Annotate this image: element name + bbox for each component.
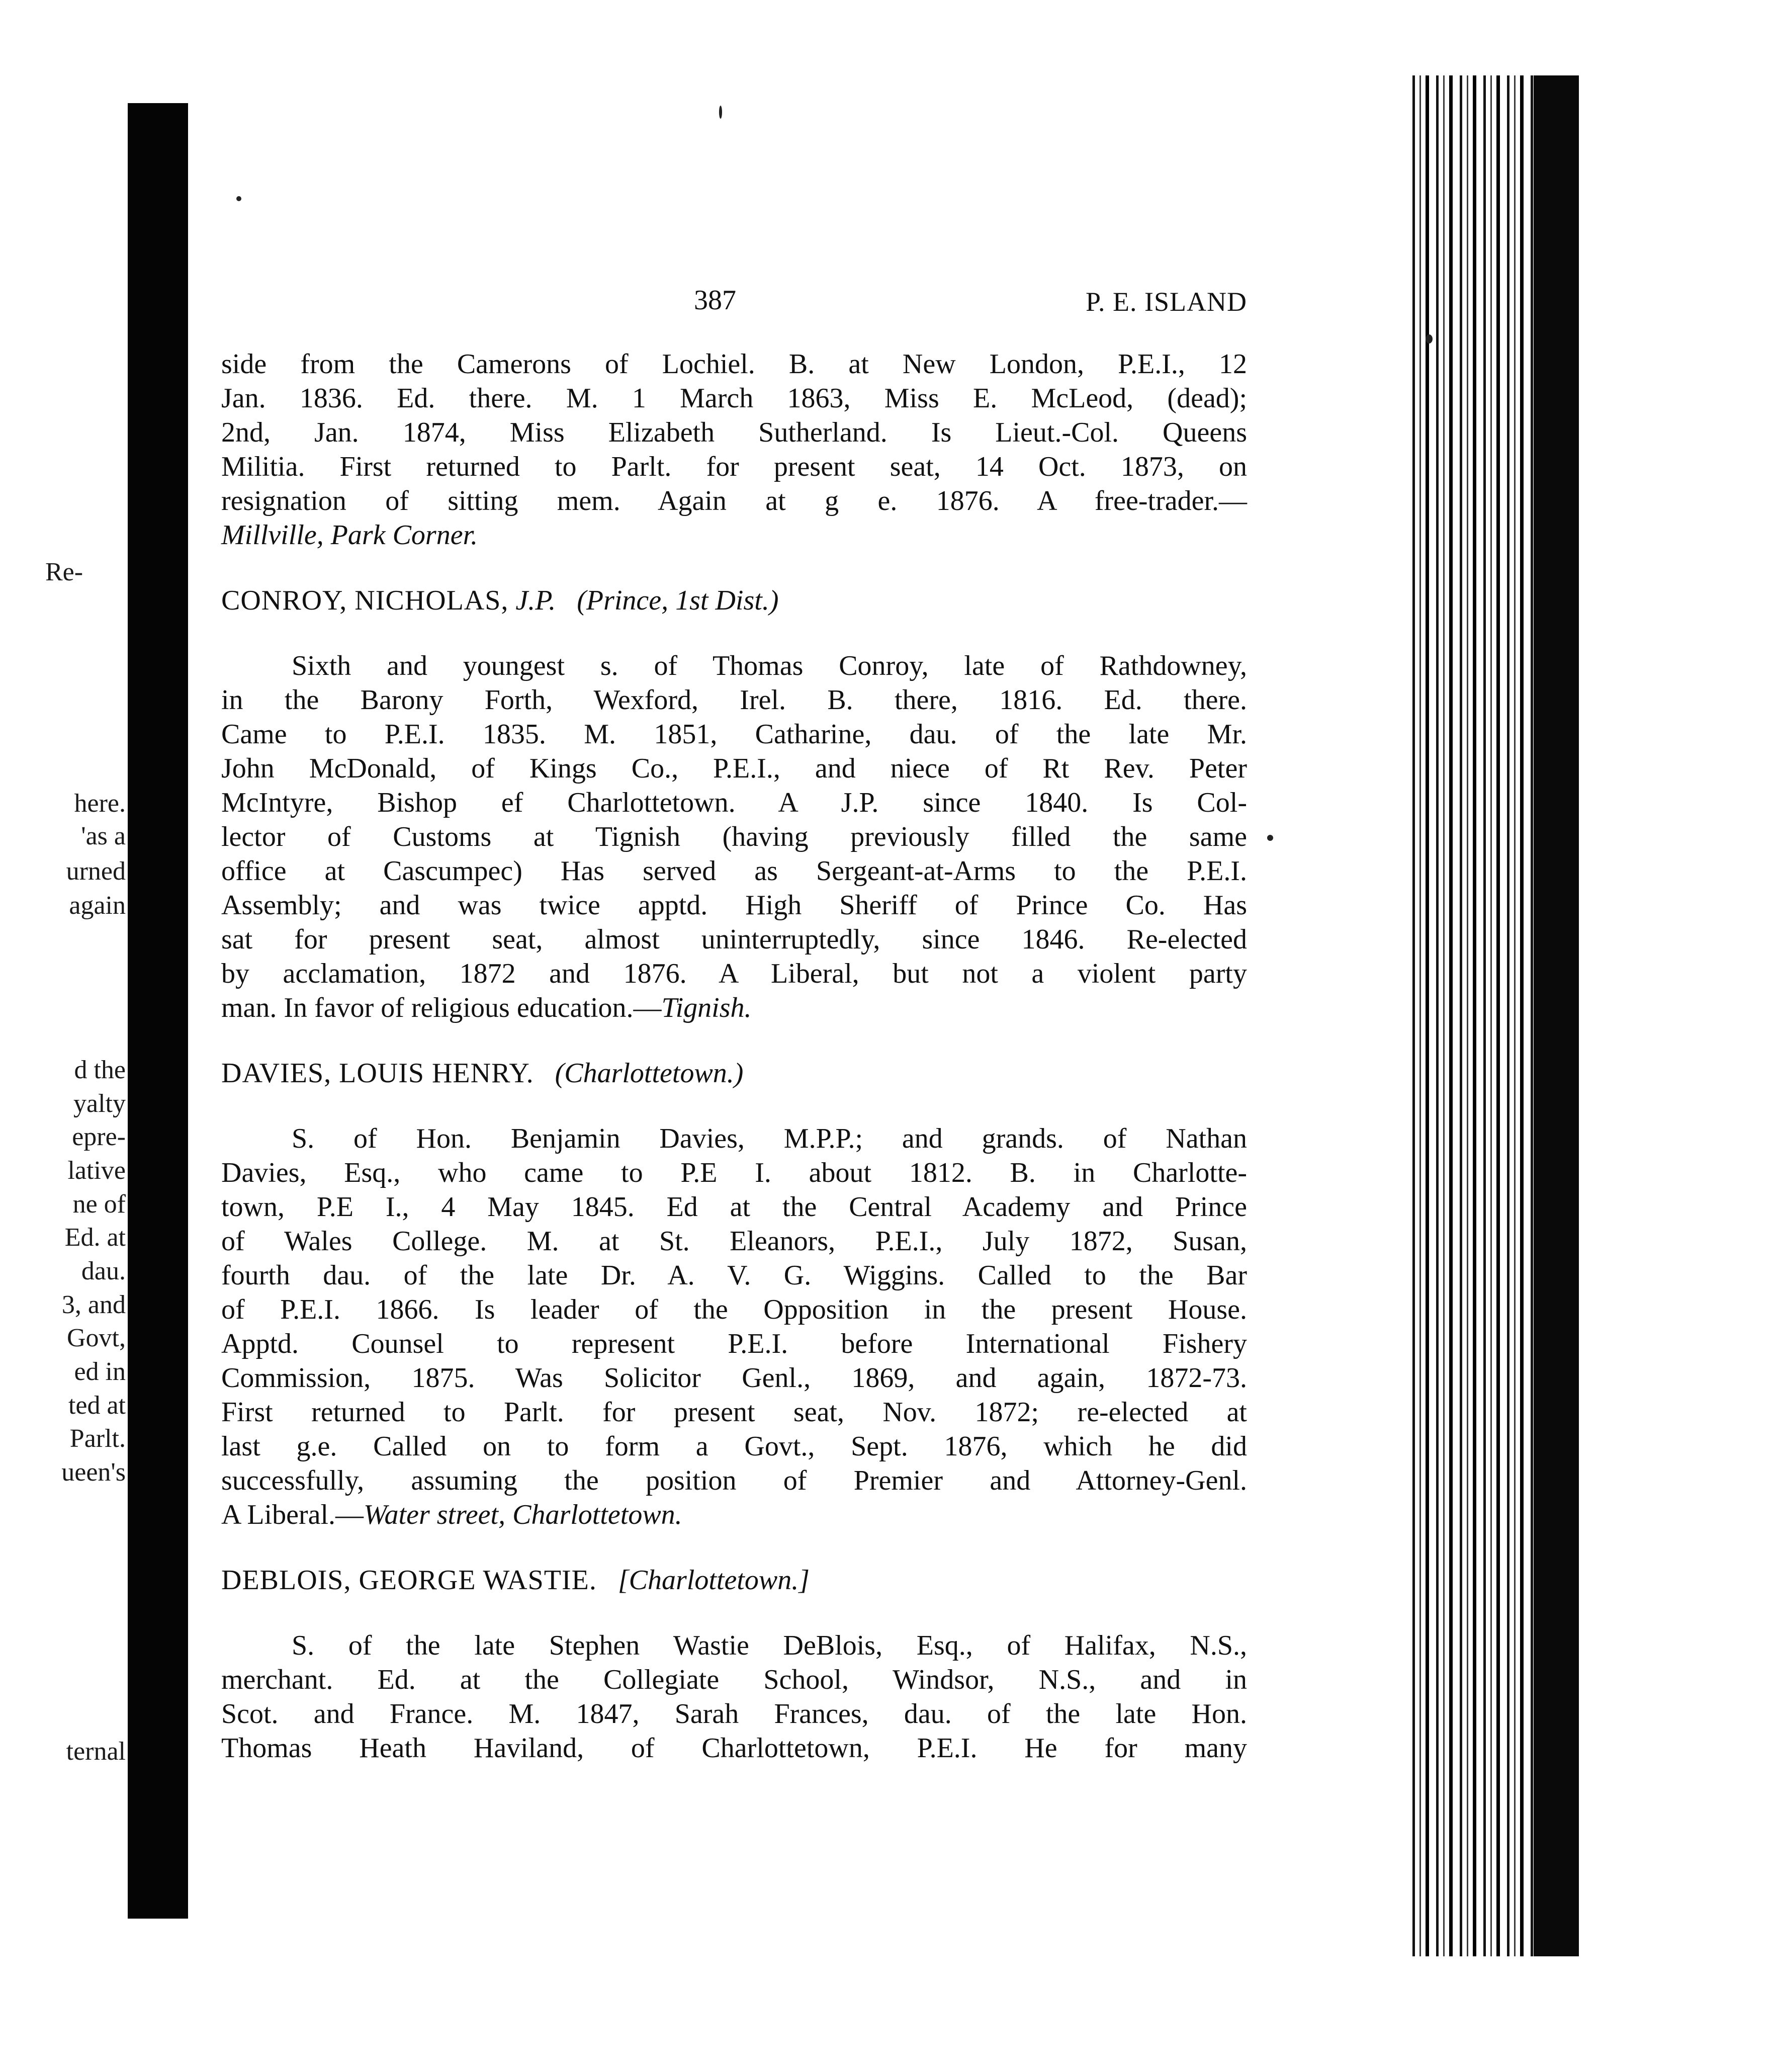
page-number: 387 (694, 285, 736, 316)
entry-davies (221, 1056, 1247, 1532)
entry-constituency: (Prince, 1st Dist.) (577, 585, 779, 616)
text-line: McIntyre, Bishop ef Charlottetown. A J.P. since 1840. Is Col- (221, 787, 1247, 818)
text-column (221, 347, 1247, 1765)
scan-speck (1267, 835, 1273, 841)
previous-page-fragment: d the (74, 1056, 126, 1084)
text-line: town, P.E I., 4 May 1845. Ed at the Central Academy and Prince (221, 1191, 1247, 1223)
entry-name: DEBLOIS, GEORGE WASTIE. (221, 1565, 597, 1596)
previous-page-fragment: epre- (72, 1123, 126, 1151)
entry-heading (221, 583, 1247, 618)
text-line: 2nd, Jan. 1874, Miss Elizabeth Sutherland. Is Lieut.-Col. Queens (221, 417, 1247, 448)
previous-page-fragment: ueen's (61, 1458, 126, 1487)
scan-speck (719, 106, 722, 119)
text-line (221, 991, 1247, 1025)
previous-page-fragment: dau. (81, 1257, 126, 1285)
previous-page-fragment: ternal (66, 1737, 126, 1766)
entry-title: J.P. (515, 585, 556, 616)
text-line: merchant. Ed. at the Collegiate School, Windsor, N.S., and in (221, 1664, 1247, 1695)
entry-deblois (221, 1563, 1247, 1765)
text-line: sat for present seat, almost uninterruptedly, since 1846. Re-elected (221, 924, 1247, 955)
scan-speck (1426, 334, 1433, 343)
text-line: S. of the late Stephen Wastie DeBlois, Esq., of Halifax, N.S., (292, 1630, 1247, 1661)
previous-page-fragment: 3, and (61, 1290, 126, 1319)
entry-last-line: A Liberal.— (221, 1499, 364, 1530)
previous-page-fragment: ne of (72, 1190, 126, 1219)
text-line: Came to P.E.I. 1835. M. 1851, Catharine, dau. of the late Mr. (221, 719, 1247, 750)
entry-conroy (221, 583, 1247, 1025)
text-line: last g.e. Called on to form a Govt., Sept. 1876, which he did (221, 1431, 1247, 1462)
previous-page-fragment: lative (67, 1156, 126, 1185)
text-line: of Wales College. M. at St. Eleanors, P.E.I., July 1872, Susan, (221, 1226, 1247, 1257)
entry-heading (221, 1563, 1247, 1597)
scan-speck (236, 196, 241, 201)
continued-entry (221, 347, 1247, 552)
previous-page-fragment: 'as a (81, 822, 126, 850)
previous-page-fragment: again (69, 891, 126, 920)
page-header (221, 284, 1247, 324)
text-line (221, 1498, 1247, 1532)
text-line: First returned to Parlt. for present seat, Nov. 1872; re-elected at (221, 1397, 1247, 1428)
entry-address: Millville, Park Corner. (221, 520, 478, 551)
page-edge-shadow (1534, 75, 1579, 1956)
text-line: of P.E.I. 1866. Is leader of the Opposition in the present House. (221, 1294, 1247, 1325)
text-line: side from the Camerons of Lochiel. B. at New London, P.E.I., 12 (221, 349, 1247, 380)
previous-page-fragment: here. (74, 789, 126, 818)
entry-last-line: man. In favor of religious education.— (221, 992, 662, 1023)
previous-page-fragment: Ed. at (64, 1223, 126, 1252)
entry-name: CONROY, NICHOLAS, (221, 585, 509, 616)
entry-constituency: [Charlottetown.] (617, 1565, 810, 1596)
previous-page-fragment: ted at (68, 1391, 126, 1420)
previous-page-fragment: yalty (73, 1089, 126, 1118)
text-line: resignation of sitting mem. Again at g e. 1876. A free-trader.— (221, 485, 1247, 516)
entry-constituency: (Charlottetown.) (555, 1058, 744, 1089)
previous-page-fragment: Parlt. (69, 1424, 126, 1453)
previous-page-fragment: Govt, (67, 1324, 126, 1352)
text-line: Apptd. Counsel to represent P.E.I. before International Fishery (221, 1328, 1247, 1359)
entry-name: DAVIES, LOUIS HENRY. (221, 1058, 534, 1089)
text-line: Jan. 1836. Ed. there. M. 1 March 1863, Miss E. McLeod, (dead); (221, 383, 1247, 414)
text-line: Thomas Heath Haviland, of Charlottetown, P.E.I. He for many (221, 1733, 1247, 1764)
entry-address: Water street, Charlottetown. (364, 1499, 682, 1530)
text-line: office at Cascumpec) Has served as Sergeant-at-Arms to the P.E.I. (221, 855, 1247, 887)
text-line: S. of Hon. Benjamin Davies, M.P.P.; and grands. of Nathan (292, 1123, 1247, 1154)
previous-page-column (0, 0, 126, 2072)
running-head: P. E. ISLAND (1085, 287, 1247, 317)
text-line: Davies, Esq., who came to P.E I. about 1812. B. in Charlotte- (221, 1157, 1247, 1188)
text-line: lector of Customs at Tignish (having previously filled the same (221, 821, 1247, 852)
text-line: John McDonald, of Kings Co., P.E.I., and niece of Rt Rev. Peter (221, 753, 1247, 784)
binding-shadow (128, 103, 188, 1919)
text-line: Commission, 1875. Was Solicitor Genl., 1869, and again, 1872-73. (221, 1362, 1247, 1394)
text-line: Militia. First returned to Parlt. for present seat, 14 Oct. 1873, on (221, 451, 1247, 482)
text-line: fourth dau. of the late Dr. A. V. G. Wiggins. Called to the Bar (221, 1260, 1247, 1291)
previous-page-fragment: Re- (45, 558, 83, 586)
previous-page-fragment: ed in (74, 1357, 126, 1386)
text-line: in the Barony Forth, Wexford, Irel. B. there, 1816. Ed. there. (221, 684, 1247, 716)
text-line: Sixth and youngest s. of Thomas Conroy, late of Rathdowney, (292, 650, 1247, 681)
text-line: by acclamation, 1872 and 1876. A Liberal, but not a violent party (221, 958, 1247, 989)
text-line (221, 518, 1247, 552)
text-line: successfully, assuming the position of Premier and Attorney-Genl. (221, 1465, 1247, 1496)
previous-page-fragment: urned (66, 857, 126, 886)
entry-address: Tignish. (661, 992, 752, 1023)
text-line: Scot. and France. M. 1847, Sarah Frances, dau. of the late Hon. (221, 1698, 1247, 1730)
entry-heading (221, 1056, 1247, 1090)
text-line: Assembly; and was twice apptd. High Sheriff of Prince Co. Has (221, 890, 1247, 921)
